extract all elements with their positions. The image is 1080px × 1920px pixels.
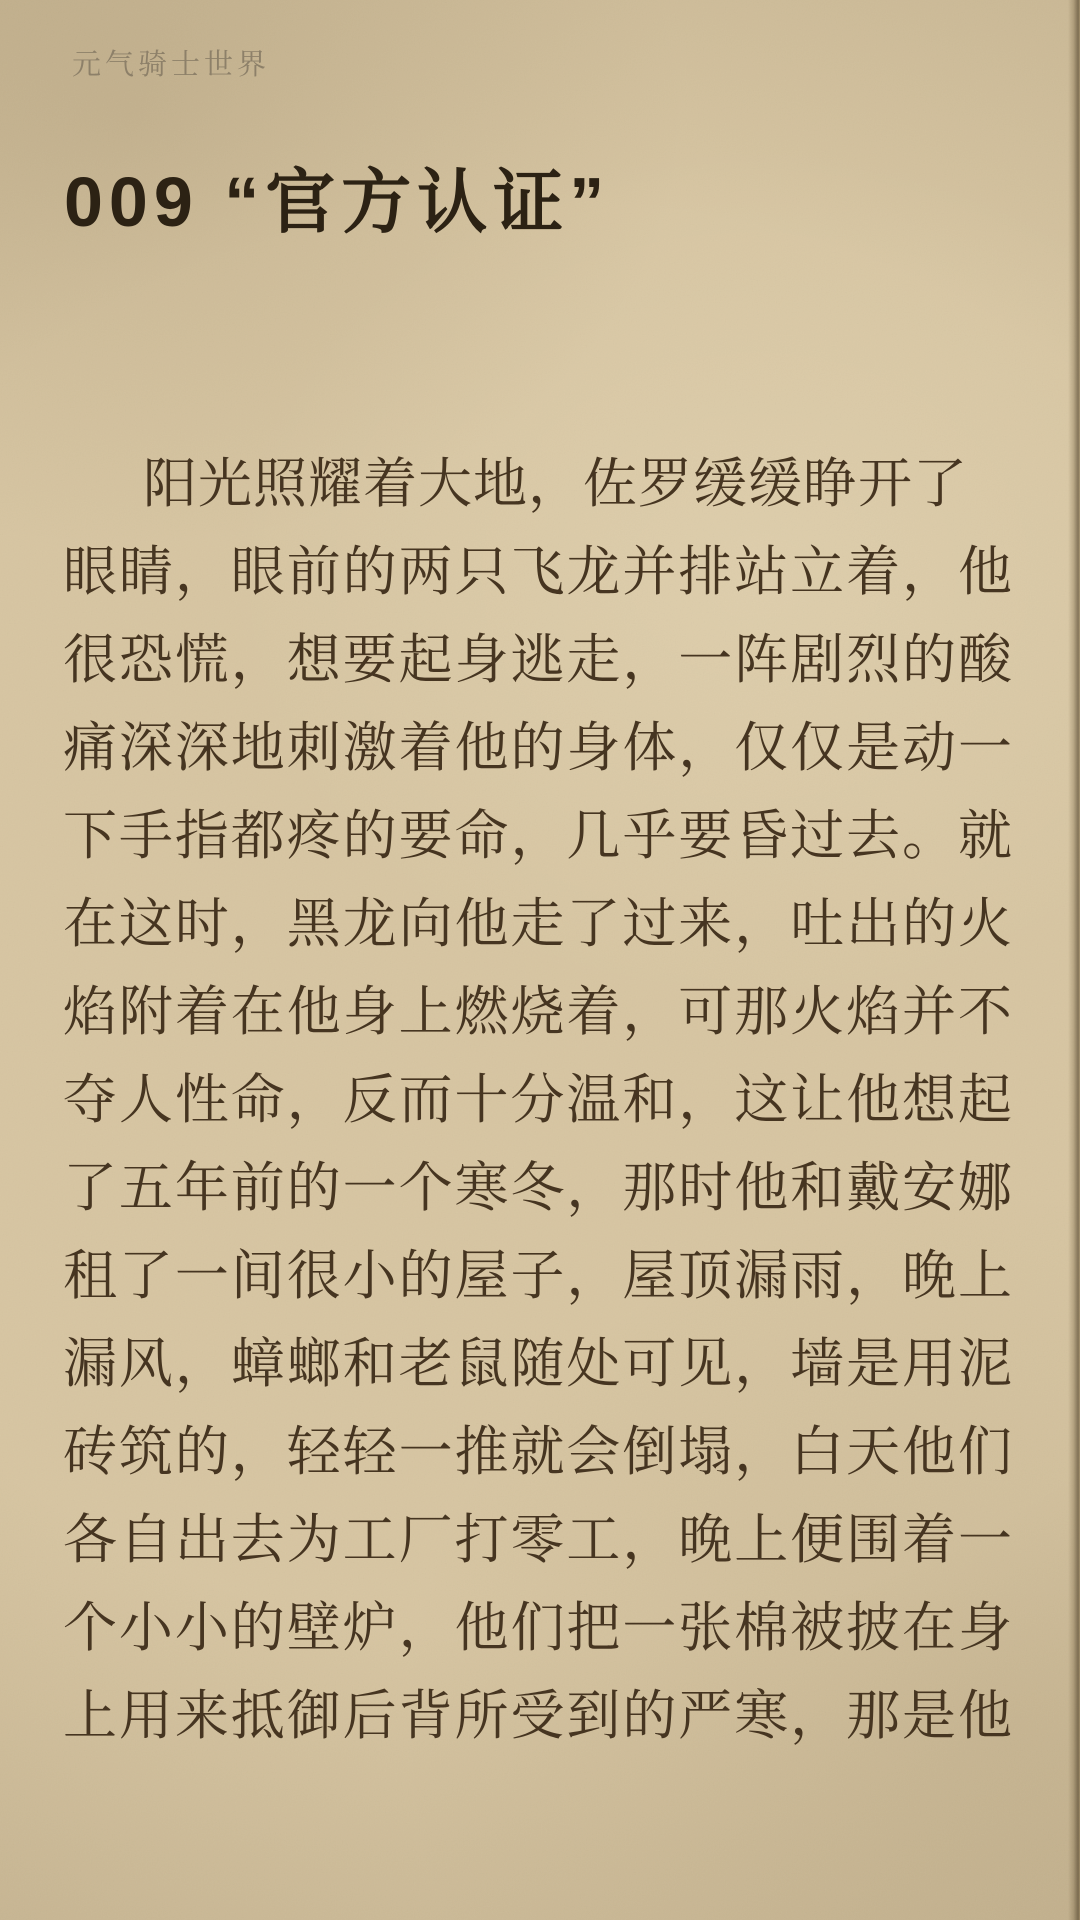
chapter-title: 009 “官方认证” [64,163,611,241]
text-line: 租了一间很小的屋子，屋顶漏雨，晚上 [63,1246,1013,1306]
text-line: 夺人性命，反而十分温和，这让他想起 [63,1070,1013,1130]
text-line: 砖筑的，轻轻一推就会倒塌，白天他们 [63,1422,1013,1482]
text-line: 了五年前的一个寒冬，那时他和戴安娜 [63,1158,1013,1218]
text-line: 个小小的壁炉，他们把一张棉被披在身 [63,1598,1013,1658]
text-line: 上用来抵御后背所受到的严寒，那是他 [63,1686,1013,1746]
text-line: 漏风，蟑螂和老鼠随处可见，墙是用泥 [63,1334,1013,1394]
text-line: 各自出去为工厂打零工，晚上便围着一 [63,1510,1013,1570]
text-line: 痛深深地刺激着他的身体，仅仅是动一 [63,718,1013,778]
book-title: 元气骑士世界 [72,49,271,81]
text-line: 阳光照耀着大地，佐罗缓缓睁开了 [143,454,968,514]
text-line: 下手指都疼的要命，几乎要昏过去。就 [63,806,1013,866]
chapter-body [63,440,1013,1760]
page-edge-shadow [1068,0,1080,1920]
text-line: 在这时，黑龙向他走了过来，吐出的火 [63,894,1013,954]
text-line: 很恐慌，想要起身逃走，一阵剧烈的酸 [63,630,1013,690]
text-line: 眼睛，眼前的两只飞龙并排站立着，他 [63,542,1013,602]
text-line: 焰附着在他身上燃烧着，可那火焰并不 [63,982,1013,1042]
